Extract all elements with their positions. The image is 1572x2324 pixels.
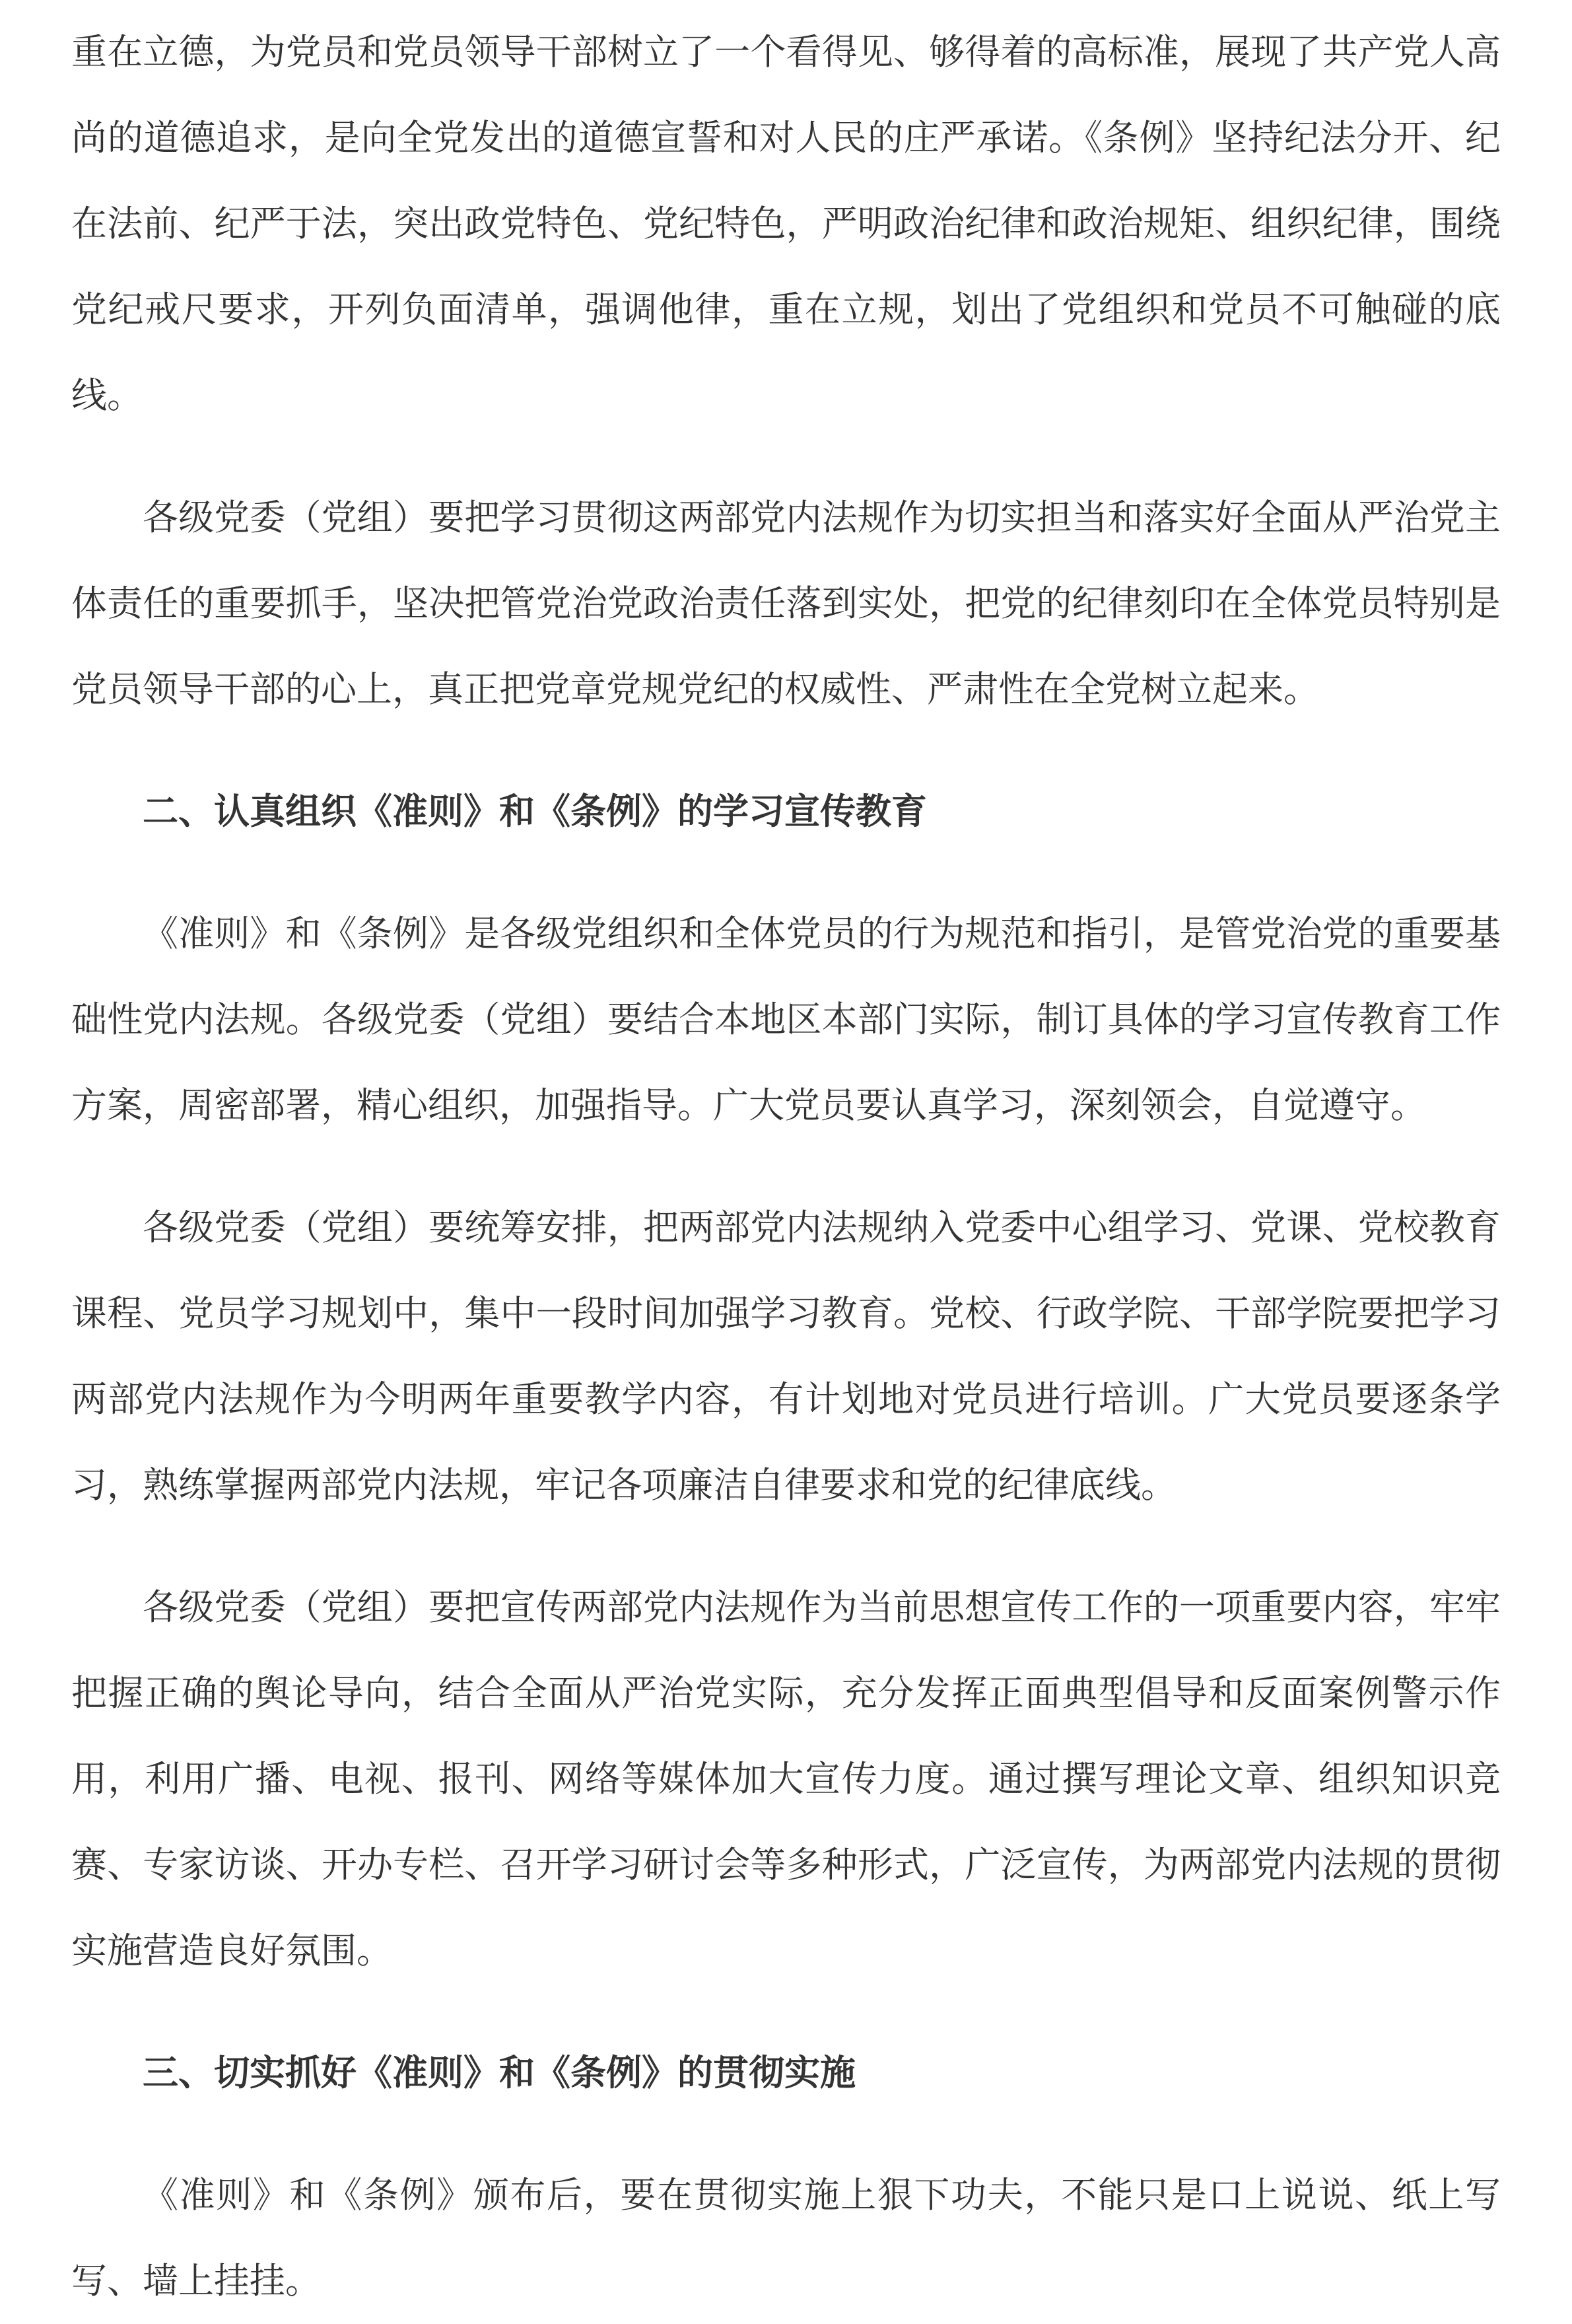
body-paragraph: 各级党委（党组）要把学习贯彻这两部党内法规作为切实担当和落实好全面从严治党主体责任的重要抓手，坚决把管党治党政治责任落到实处，把党的纪律刻印在全体党员特别是党员领导干部的心上，真正把党章党规党纪的权威性、严肃性在全党树立起来。 xyxy=(71,498,1501,709)
section-heading: 二、认真组织《准则》和《条例》的学习宣传教育 xyxy=(143,792,927,831)
section-heading: 三、切实抓好《准则》和《条例》的贯彻实施 xyxy=(143,2053,856,2093)
body-paragraph: 各级党委（党组）要统筹安排，把两部党内法规纳入党委中心组学习、党课、党校教育课程、党员学习规划中，集中一段时间加强学习教育。党校、行政学院、干部学院要把学习两部党内法规作为今明两年重要教学内容，有计划地对党员进行培训。广大党员要逐条学习，熟练掌握两部党内法规，牢记各项廉洁自律要求和党的纪律底线。 xyxy=(71,1208,1501,1505)
body-paragraph: 《准则》和《条例》是各级党组织和全体党员的行为规范和指引，是管党治党的重要基础性党内法规。各级党委（党组）要结合本地区本部门实际，制订具体的学习宣传教育工作方案，周密部署，精心组织，加强指导。广大党员要认真学习，深刻领会，自觉遵守。 xyxy=(71,914,1501,1125)
body-paragraph: 重在立德，为党员和党员领导干部树立了一个看得见、够得着的高标准，展现了共产党人高尚的道德追求，是向全党发出的道德宣誓和对人民的庄严承诺。《条例》坚持纪法分开、纪在法前、纪严于法，突出政党特色、党纪特色，严明政治纪律和政治规矩、组织纪律，围绕党纪戒尺要求，开列负面清单，强调他律，重在立规，划出了党组织和党员不可触碰的底线。 xyxy=(71,32,1501,415)
body-paragraph: 各级党委（党组）要把宣传两部党内法规作为当前思想宣传工作的一项重要内容，牢牢把握正确的舆论导向，结合全面从严治党实际，充分发挥正面典型倡导和反面案例警示作用，利用广播、电视、报刊、网络等媒体加大宣传力度。通过撰写理论文章、组织知识竞赛、专家访谈、开办专栏、召开学习研讨会等多种形式，广泛宣传，为两部党内法规的贯彻实施营造良好氛围。 xyxy=(71,1588,1501,1971)
body-paragraph: 《准则》和《条例》颁布后，要在贯彻实施上狠下功夫，不能只是口上说说、纸上写写、墙上挂挂。 xyxy=(71,2175,1501,2301)
